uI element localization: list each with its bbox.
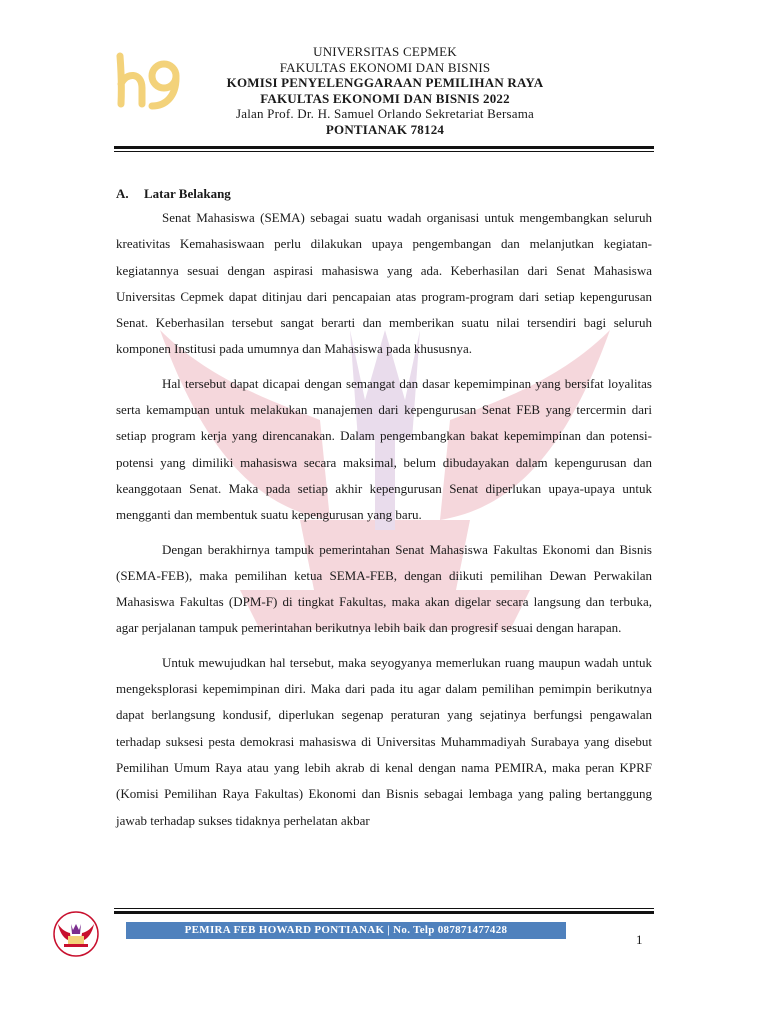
paragraph-1: Senat Mahasiswa (SEMA) sebagai suatu wadah organisasi untuk mengembangkan seluruh kreativitas Kemahasiswaan perlu dilakukan upaya pengembangan dan melanjutkan kegiatan-kegiatannya sesuai dengan aspirasi mahasiswa yang ada. Keberhasilan dari Senat Mahasiswa Universitas Cepmek dapat ditinjau dari pencapaian atas program-program dari setiap kepengurusan Senat. Keberhasilan tersebut sangat berarti dan memberikan suatu nilai tersendiri bagi seluruh komponen Institusi pada umumnya dan Mahasiswa pada khususnya.	[116, 210, 652, 357]
section-heading	[116, 183, 652, 205]
section-number: A.	[116, 186, 129, 201]
commission-faculty: FAKULTAS EKONOMI DAN BISNIS 2022	[260, 90, 510, 106]
university-name: UNIVERSITAS CEPMEK	[313, 44, 457, 59]
paragraph-4: Untuk mewujudkan hal tersebut, maka seyogyanya memerlukan ruang maupun wadah untuk mengeksplorasi kepemimpinan diri. Maka dari pada itu agar dalam pemilihan pemimpin berikutnya dapat berlangsung kondusif, diperlukan segenap peraturan yang sejatinya berfungsi pengawalan terhadap suksesi pesta demokrasi mahasiswa di Universitas Muhammadiyah Surabaya yang disebut Pemilihan Umum Raya atau yang lebih akrab di kenal dengan nama PEMIRA, maka peran KPRF (Komisi Pemilihan Raya Fakultas) Ekonomi dan Bisnis sebagai lembaga yang paling bertanggung jawab terhadap sukses tidaknya perhelatan akbar	[116, 654, 652, 828]
document-body	[116, 183, 652, 842]
commission-name: KOMISI PENYELENGGARAAN PEMILIHAN RAYA	[226, 75, 544, 90]
letterhead	[180, 44, 590, 137]
footer-contact-bar: PEMIRA FEB HOWARD PONTIANAK | No. Telp 087871477428	[126, 922, 566, 939]
address-line: Jalan Prof. Dr. H. Samuel Orlando Sekretariat Bersama	[236, 106, 534, 121]
commission-emblem-icon	[52, 910, 100, 958]
faculty-name: FAKULTAS EKONOMI DAN BISNIS	[279, 59, 491, 75]
paragraph-3: Dengan berakhirnya tampuk pemerintahan Senat Mahasiswa Fakultas Ekonomi dan Bisnis (SEMA-FEB), maka pemilihan ketua SEMA-FEB, dengan diikuti pemilihan Dewan Perwakilan Mahasiswa Fakultas (DPM-F) di tingkat Fakultas, maka akan digelar secara langsung dan terbuka, agar perjalanan tampuk pemerintahan berikutnya lebih baik dan progresif sesuai dengan harapan.	[116, 541, 652, 636]
section-title: Latar Belakang	[144, 186, 231, 201]
header-divider	[114, 146, 654, 152]
page-number: 1	[636, 932, 643, 947]
university-logo-icon	[112, 52, 184, 112]
city-postal: PONTIANAK 78124	[325, 121, 445, 137]
footer-divider	[114, 908, 654, 914]
paragraph-2: Hal tersebut dapat dicapai dengan semangat dan dasar kepemimpinan yang bersifat loyalitas serta kemampuan untuk melakukan manajemen dari kepengurusan Senat FEB yang tercermin dari setiap program kerja yang direncanakan. Dalam pengembangkan bakat kepemimpinan dan potensi-potensi yang dimiliki mahasiswa secara maksimal, belum dibudayakan dalam kepengurusan dan keanggotaan Senat. Maka pada setiap akhir kepengurusan Senat diperlukan upaya-upaya untuk mengganti dan membentuk suatu kepengurusan yang baru.	[116, 375, 652, 523]
